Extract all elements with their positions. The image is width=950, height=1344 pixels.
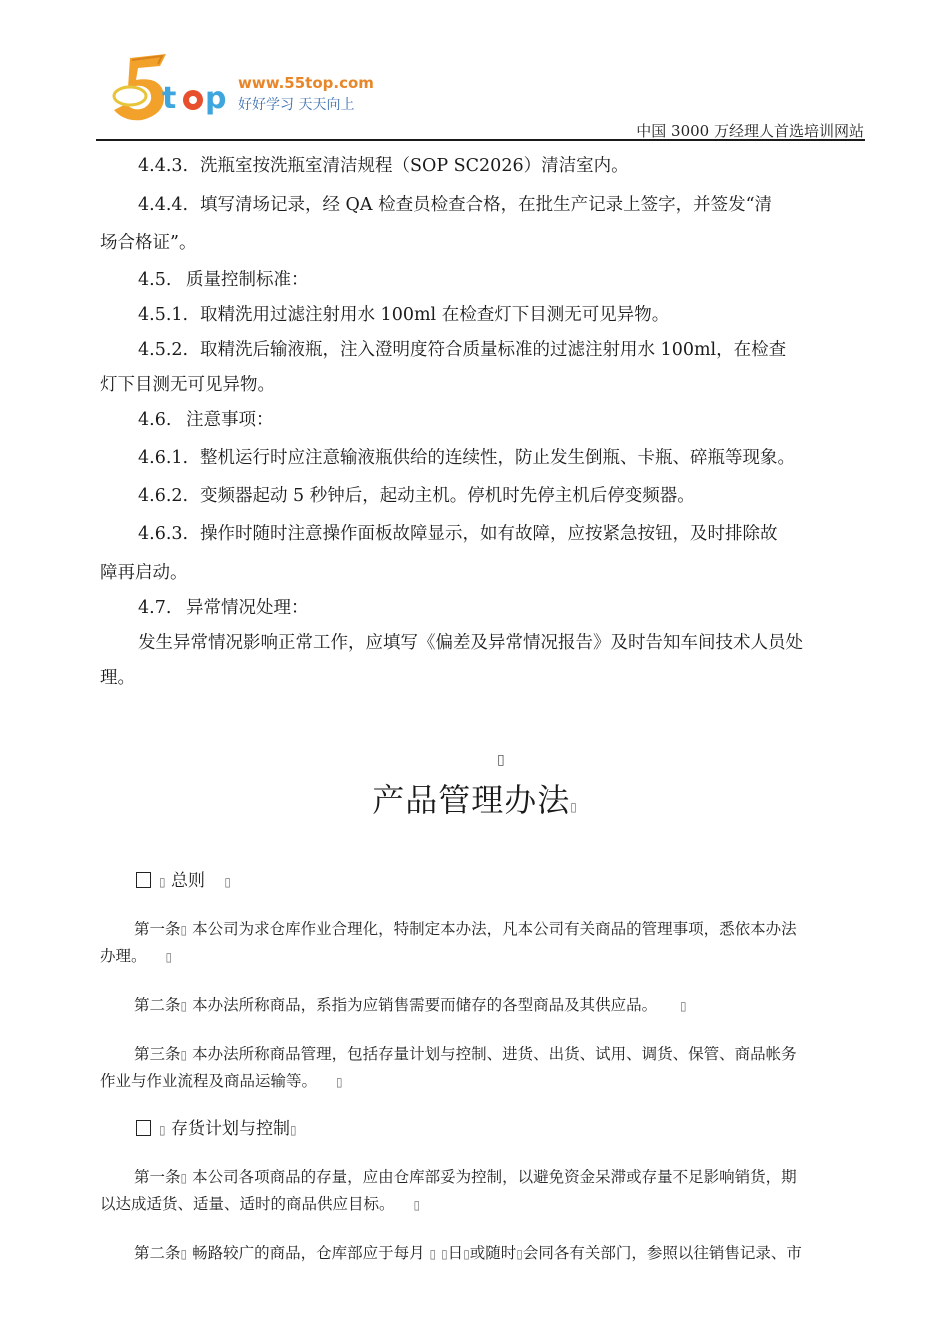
heading-4-6: 4.6. 注意事项： — [138, 410, 274, 430]
paragraph-4-6-3-line1: 4.6.3. 操作时随时注意操作面板故障显示，如有故障，应按紧急按钮，及时排除故 — [138, 524, 778, 544]
55top-logo — [108, 52, 398, 126]
heading-4-5: 4.5. 质量控制标准： — [138, 270, 309, 290]
article-1-2: 第二条▯ 本办法所称商品，系指为应销售需要而储存的各型商品及其供应品。 ▯ — [134, 996, 687, 1014]
paragraph-4-5-1: 4.5.1. 取精洗用过滤注射用水 100ml 在检查灯下目测无可见异物。 — [138, 305, 670, 325]
title-anchor-mark: ▯ — [497, 752, 505, 768]
document-title: 产品管理办法▯ — [372, 781, 578, 819]
paragraph-4-4-4-line1: 4.4.4. 填写清场记录，经 QA 检查员检查合格，在批生产记录上签字，并签发“清 — [138, 195, 773, 215]
checkbox-icon — [136, 1120, 151, 1136]
heading-4-7: 4.7. 异常情况处理： — [138, 598, 309, 618]
paragraph-4-5-2-line2: 灯下目测无可见异物。 — [100, 375, 275, 395]
paragraph-4-4-4-line2: 场合格证”。 — [100, 233, 197, 253]
checkbox-icon — [136, 872, 151, 888]
logo-url: www.55top.com — [238, 74, 374, 92]
logo-top-text: t — [162, 81, 177, 116]
paragraph-4-7-body-line1: 发生异常情况影响正常工作，应填写《偏差及异常情况报告》及时告知车间技术人员处 — [138, 633, 803, 653]
section-heading-inventory: ▯ 存货计划与控制▯ — [136, 1114, 297, 1139]
header-tagline: 中国 3000 万经理人首选培训网站 — [636, 122, 864, 140]
paragraph-4-4-3: 4.4.3. 洗瓶室按洗瓶室清洁规程（SOP SC2026）清洁室内。 — [138, 156, 629, 176]
article-1-3: 第三条▯ 本办法所称商品管理，包括存量计划与控制、进货、出货、试用、调货、保管、商品帐务 作业与作业流程及商品运输等。 ▯ — [100, 1045, 797, 1090]
svg-text:p: p — [205, 81, 227, 116]
paragraph-4-5-2-line1: 4.5.2. 取精洗后输液瓶，注入澄明度符合质量标准的过滤注射用水 100ml，在检查 — [138, 340, 787, 360]
article-1-1: 第一条▯ 本公司为求仓库作业合理化，特制定本办法，凡本公司有关商品的管理事项，悉依本办法 办理。 ▯ — [100, 920, 797, 965]
header-rule — [96, 139, 865, 141]
paragraph-4-6-3-line2: 障再启动。 — [100, 563, 188, 583]
article-2-2: 第二条▯ 畅路较广的商品，仓库部应于每月 ▯ ▯日▯或随时▯会同各有关部门，参照以往销售记录、市 — [134, 1244, 802, 1262]
page-header — [0, 0, 950, 145]
logo-slogan: 好好学习 天天向上 — [238, 97, 355, 113]
article-2-1: 第一条▯ 本公司各项商品的存量，应由仓库部妥为控制，以避免资金呆滞或存量不足影响销货，期 以达成适货、适量、适时的商品供应目标。 ▯ — [100, 1168, 797, 1213]
paragraph-4-6-1: 4.6.1. 整机运行时应注意输液瓶供给的连续性，防止发生倒瓶、卡瓶、碎瓶等现象。 — [138, 448, 795, 468]
section-heading-general: ▯ 总则 ▯ — [136, 866, 231, 891]
paragraph-4-7-body-line2: 理。 — [100, 668, 135, 688]
paragraph-4-6-2: 4.6.2. 变频器起动 5 秒钟后，起动主机。停机时先停主机后停变频器。 — [138, 486, 695, 506]
